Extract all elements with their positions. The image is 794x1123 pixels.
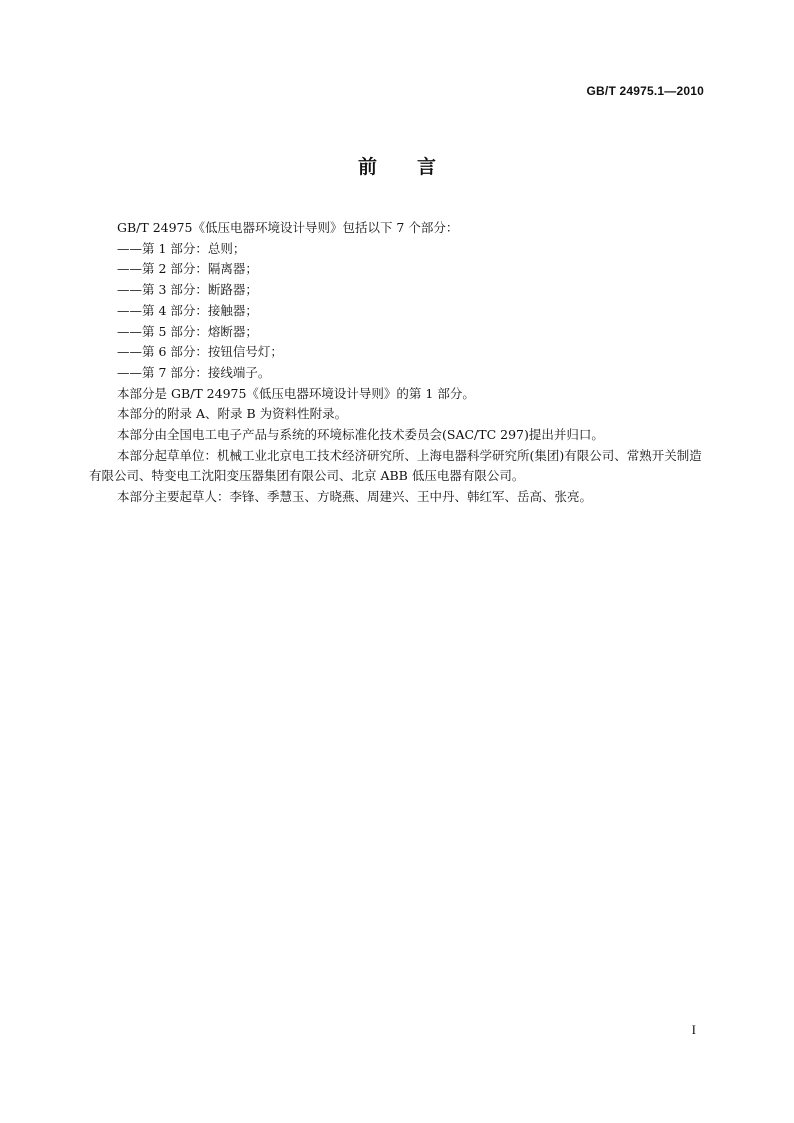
- intro-paragraph: GB/T 24975《低压电器环境设计导则》包括以下 7 个部分：: [117, 220, 459, 235]
- page-number: I: [691, 1022, 696, 1037]
- part-item: ——第 3 部分：断路器；: [117, 282, 258, 298]
- page-title: [0, 152, 794, 179]
- title-char-2: 言: [417, 156, 437, 178]
- paragraph-annex: 本部分的附录 A、附录 B 为资料性附录。: [117, 406, 348, 422]
- paragraph-drafting-units: 本部分起草单位：机械工业北京电工技术经济研究所、上海电器科学研究所(集团)有限公司、常熟开关制造有限公司、特变电工沈阳变压器集团有限公司、北京 ABB 低压电器有限公司。: [89, 447, 702, 484]
- part-item: ——第 4 部分：接触器；: [117, 302, 258, 318]
- paragraph-part-statement: 本部分是 GB/T 24975《低压电器环境设计导则》的第 1 部分。: [117, 385, 475, 401]
- title-char-1: 前: [357, 156, 377, 178]
- part-item: ——第 2 部分：隔离器；: [117, 261, 258, 277]
- part-item: ——第 7 部分：接线端子。: [117, 364, 271, 380]
- standard-code: GB/T 24975.1—2010: [586, 84, 704, 98]
- part-item: ——第 5 部分：熔断器；: [117, 323, 258, 339]
- paragraph-proposer: 本部分由全国电工电子产品与系统的环境标准化技术委员会(SAC/TC 297)提出并归口。: [117, 427, 604, 443]
- paragraph-drafters: 本部分主要起草人：李锋、季慧玉、方晓燕、周建兴、王中丹、韩红军、岳高、张亮。: [117, 489, 593, 505]
- part-item: ——第 6 部分：按钮信号灯；: [117, 344, 283, 360]
- foreword-body: [89, 218, 709, 508]
- part-item: ——第 1 部分：总则；: [117, 240, 246, 256]
